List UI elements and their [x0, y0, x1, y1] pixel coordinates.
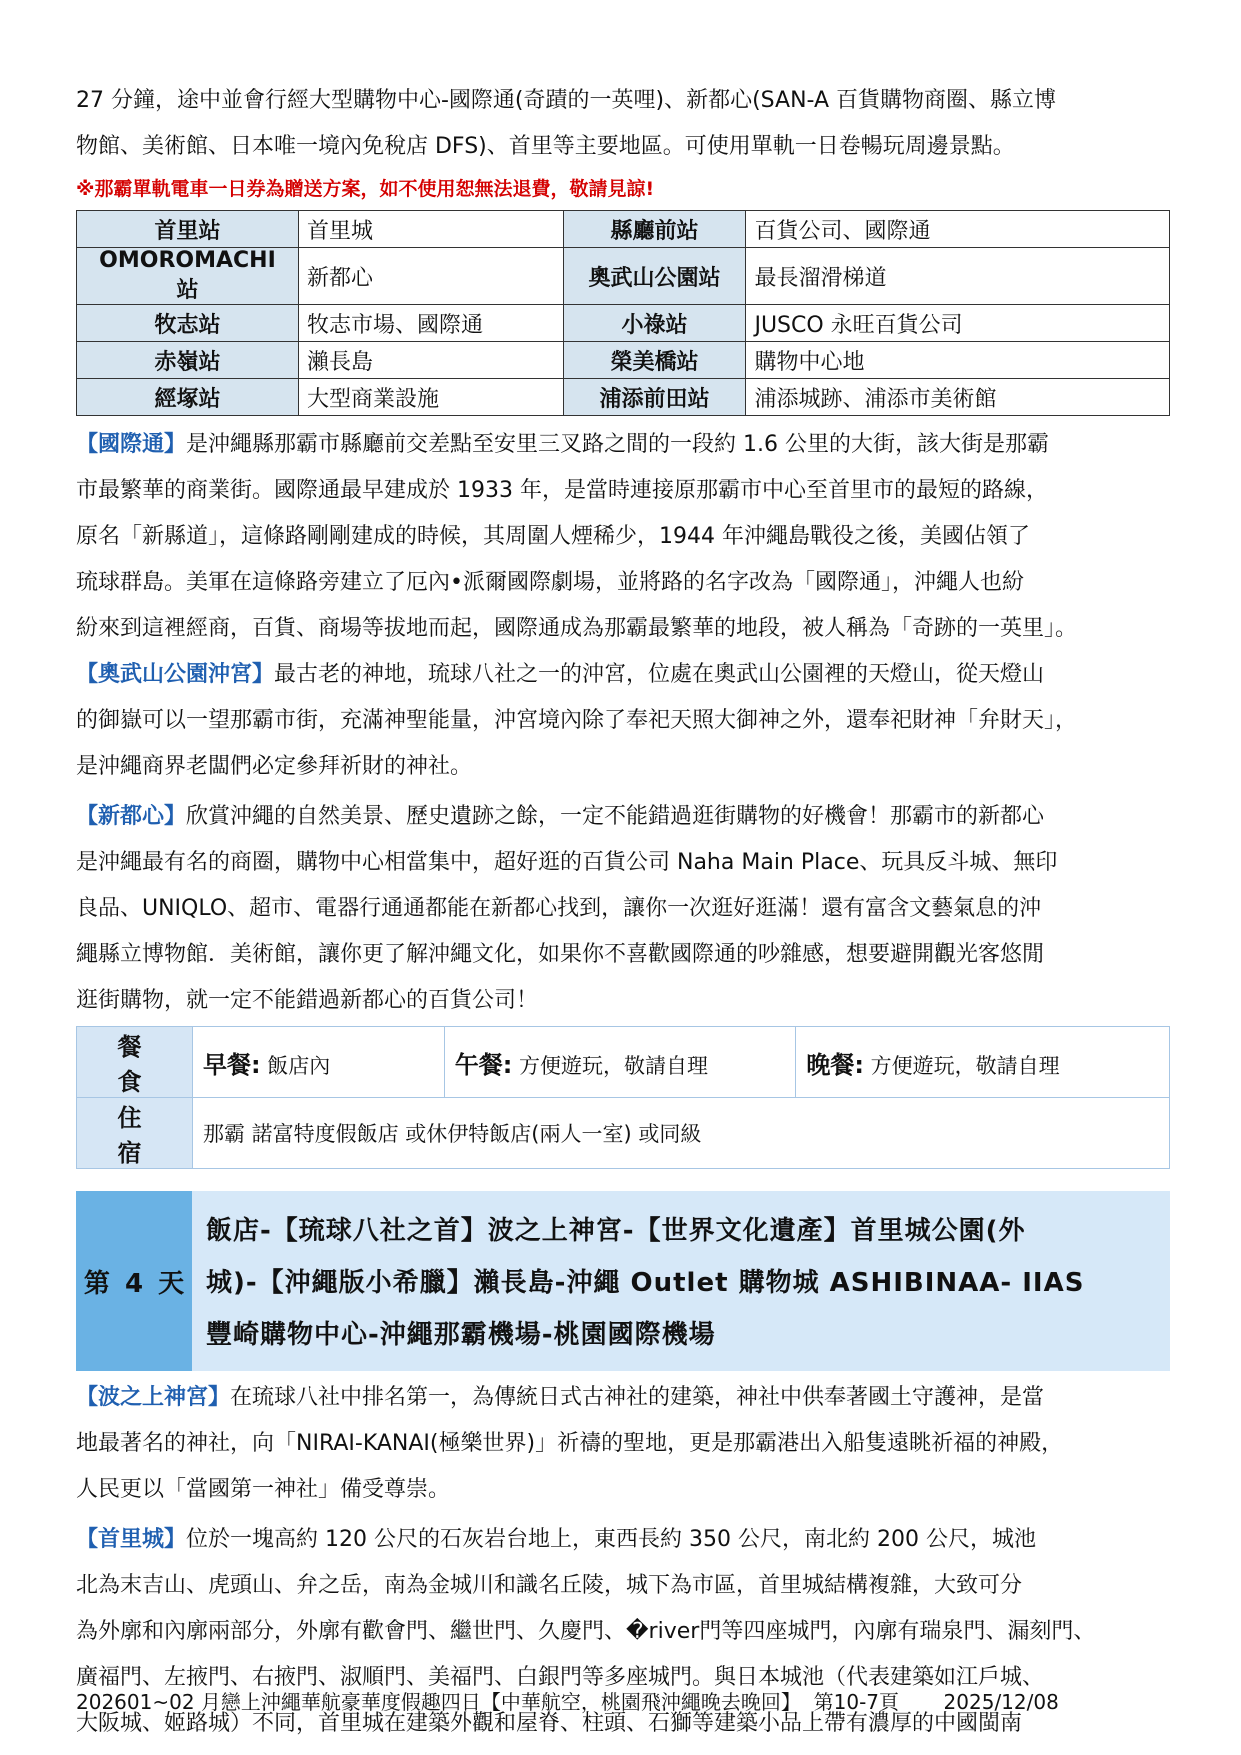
breakfast-cell	[192, 1027, 444, 1098]
station-name: 縣廳前站	[563, 211, 746, 248]
naminoue-paragraph	[76, 1375, 1170, 1513]
para-line: 繩縣立博物館．美術館，讓你更了解沖繩文化，如果你不喜歡國際通的吵雜感，想要避開觀光客悠閒	[76, 942, 1045, 967]
day-itinerary	[192, 1191, 1170, 1371]
station-name: 小祿站	[563, 305, 746, 342]
lunch-label: 午餐:	[454, 1050, 513, 1079]
lunch-value: 方便遊玩，敬請自理	[519, 1053, 708, 1078]
intro-line: 物館、美術館、日本唯一境內免稅店 DFS)、首里等主要地區。可使用單軌一日卷暢玩周邊景點。	[76, 134, 1015, 159]
station-name: 浦添前田站	[563, 379, 746, 416]
station-name: 首里站	[77, 211, 299, 248]
station-row	[77, 305, 1170, 342]
station-row	[77, 211, 1170, 248]
day-label: 第 4 天	[76, 1191, 192, 1371]
stay-label: 住宿	[77, 1098, 193, 1169]
dinner-label: 晚餐:	[806, 1050, 864, 1079]
station-destination: 首里城	[298, 211, 563, 248]
intro-line: 27 分鐘，途中並會行經大型購物中心-國際通(奇蹟的一英哩)、新都心(SAN-A 百貨購物商圈、縣立博	[76, 88, 1057, 113]
para-line: 廣福門、左掖門、右掖門、淑順門、美福門、白銀門等多座城門。與日本城池（代表建築如江戶城、	[76, 1665, 1045, 1690]
para-line: 市最繁華的商業街。國際通最早建成於 1933 年，是當時連接原那霸市中心至首里市的最短的路線，	[76, 478, 1048, 503]
itinerary-line: 城)-【沖繩版小希臘】瀨長島-沖繩 Outlet 購物城 ASHIBINAA- IIAS	[206, 1268, 1085, 1298]
station-name: 牧志站	[77, 305, 299, 342]
station-row	[77, 342, 1170, 379]
station-destination: 購物中心地	[746, 342, 1170, 379]
shintoshin-paragraph	[76, 794, 1170, 1024]
document-page	[76, 78, 1170, 1747]
section-tag: 【奧武山公園沖宮】	[76, 662, 275, 687]
footer-page: 第10-7頁	[813, 1690, 900, 1714]
stay-row	[77, 1098, 1170, 1169]
station-destination: 百貨公司、國際通	[746, 211, 1170, 248]
para-line: 是沖繩最有名的商圈，購物中心相當集中，超好逛的百貨公司 Naha Main Place、玩具反斗城、無印	[76, 850, 1058, 875]
station-row	[77, 248, 1170, 305]
meals-table	[76, 1026, 1170, 1169]
page-footer	[76, 1686, 1059, 1715]
para-line: 為外廓和內廓兩部分，外廓有歡會門、繼世門、久慶門、�river門等四座城門，內廓有瑞泉門、漏刻門、	[76, 1619, 1096, 1644]
para-line: 逛街購物，就一定不能錯過新都心的百貨公司！	[76, 988, 539, 1013]
para-line: 最古老的神地，琉球八社之一的沖宮，位處在奧武山公園裡的天燈山，從天燈山	[274, 662, 1045, 687]
section-tag: 【國際通】	[76, 432, 187, 457]
lunch-cell	[444, 1027, 796, 1098]
footer-date: 2025/12/08	[943, 1690, 1059, 1714]
station-name: OMOROMACHI 站	[77, 248, 299, 305]
para-line: 的御嶽可以一望那霸市街，充滿神聖能量，沖宮境內除了奉祀天照大御神之外，還奉祀財神「弁財天」，	[76, 708, 1078, 733]
breakfast-label: 早餐:	[202, 1050, 261, 1079]
section-tag: 【波之上神宮】	[76, 1385, 231, 1410]
stay-value: 那霸 諾富特度假飯店 或休伊特飯店(兩人一室) 或同級	[192, 1098, 1169, 1169]
para-line: 人民更以「當國第一神社」備受尊崇。	[76, 1477, 451, 1502]
footer-title: 202601~02 月戀上沖繩華航豪華度假趣四日【中華航空，桃園飛沖繩晚去晚回】	[76, 1690, 801, 1714]
station-name: 奧武山公園站	[563, 248, 746, 305]
para-line: 地最著名的神社，向「NIRAI-KANAI(極樂世界)」祈禱的聖地，更是那霸港出入船隻遠眺祈福的神殿，	[76, 1431, 1064, 1456]
section-tag: 【新都心】	[76, 804, 187, 829]
station-destination: 最長溜滑梯道	[746, 248, 1170, 305]
para-line: 良品、UNIQLO、超市、電器行通通都能在新都心找到，讓你一次逛好逛滿！還有富含文藝氣息的沖	[76, 896, 1042, 921]
para-line: 紛來到這裡經商，百貨、商場等拔地而起，國際通成為那霸最繁華的地段，被人稱為「奇跡的一英里」。	[76, 616, 1078, 641]
para-line: 北為末吉山、虎頭山、弁之岳，南為金城川和識名丘陵，城下為市區，首里城結構複雜，大致可分	[76, 1573, 1023, 1598]
station-destination: 牧志市場、國際通	[298, 305, 563, 342]
warning-notice: ※那霸單軌電車一日券為贈送方案，如不使用恕無法退費，敬請見諒!	[76, 178, 655, 200]
station-destination: 大型商業設施	[298, 379, 563, 416]
para-line: 是沖繩縣那霸市縣廳前交差點至安里三叉路之間的一段約 1.6 公里的大街，該大街是那霸	[186, 432, 1049, 457]
dinner-cell	[796, 1027, 1170, 1098]
section-tag: 【首里城】	[76, 1527, 187, 1552]
station-name: 赤嶺站	[77, 342, 299, 379]
para-line: 在琉球八社中排名第一，為傳統日式古神社的建築，神社中供奉著國土守護神，是當	[230, 1385, 1045, 1410]
para-line: 大阪城、姬路城）不同，首里城在建築外觀和屋脊、柱頭、石獅等建築小品上帶有濃厚的中國閩南	[76, 1711, 1023, 1736]
breakfast-value: 飯店內	[267, 1053, 331, 1078]
meals-row	[77, 1027, 1170, 1098]
para-line: 是沖繩商界老闆們必定參拜祈財的神社。	[76, 754, 473, 779]
para-line: 原名「新縣道」，這條路剛剛建成的時候，其周圍人煙稀少，1944 年沖繩島戰役之後，美國佔領了	[76, 524, 1030, 549]
station-destination: 浦添城跡、浦添市美術館	[746, 379, 1170, 416]
station-destination: JUSCO 永旺百貨公司	[746, 305, 1170, 342]
intro-paragraph	[76, 78, 1170, 170]
day4-banner	[76, 1191, 1170, 1371]
dinner-value: 方便遊玩，敬請自理	[870, 1053, 1060, 1078]
itinerary-line: 豐崎購物中心-沖繩那霸機場-桃園國際機場	[206, 1320, 716, 1350]
station-name: 經塚站	[77, 379, 299, 416]
station-row	[77, 379, 1170, 416]
oonoyama-paragraph	[76, 652, 1170, 790]
kokusai-paragraph	[76, 422, 1170, 652]
itinerary-line: 飯店-【琉球八社之首】波之上神宮-【世界文化遺產】首里城公園(外	[206, 1216, 1026, 1246]
station-name: 榮美橋站	[563, 342, 746, 379]
para-line: 欣賞沖繩的自然美景、歷史遺跡之餘，一定不能錯過逛街購物的好機會！那霸市的新都心	[186, 804, 1045, 829]
para-line: 位於一塊高約 120 公尺的石灰岩台地上，東西長約 350 公尺，南北約 200 公尺，城池	[186, 1527, 1036, 1552]
station-destination: 瀨長島	[298, 342, 563, 379]
para-line: 琉球群島。美軍在這條路旁建立了厄內•派爾國際劇場，並將路的名字改為「國際通」，沖繩人也紛	[76, 570, 1024, 595]
station-destination: 新都心	[298, 248, 563, 305]
station-table	[76, 210, 1170, 416]
meals-label: 餐食	[77, 1027, 193, 1098]
